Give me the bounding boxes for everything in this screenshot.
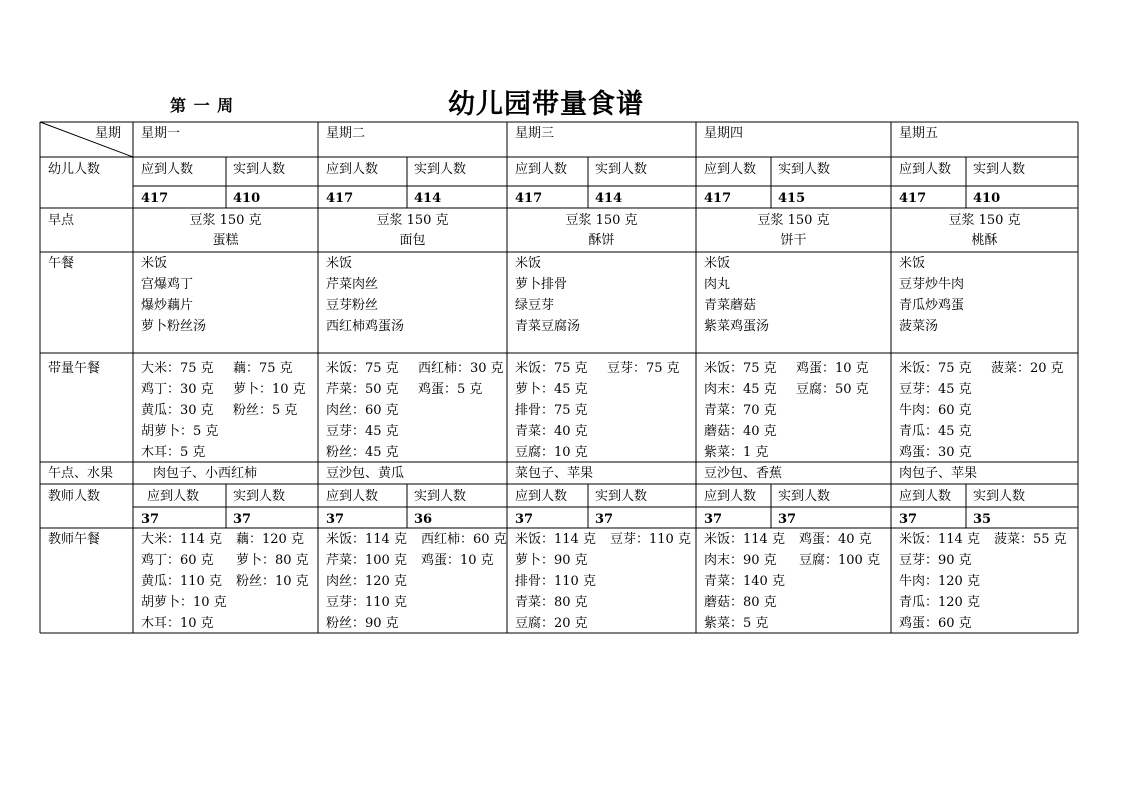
lunch-quantity-item: 蘑菇：40 克 <box>704 424 777 439</box>
lunch-quantity-item: 米饭：75 克 <box>899 361 972 376</box>
teacher-actual-value: 37 <box>778 512 797 527</box>
children-actual-value: 414 <box>414 191 442 206</box>
children-actual-header: 实到人数 <box>233 162 286 177</box>
teacher-actual-header: 实到人数 <box>973 489 1026 504</box>
lunch-quantity-item: 黄瓜：30 克 <box>141 403 214 418</box>
lunch-quantity-item: 西红柿：30 克 <box>418 361 504 376</box>
lunch-dish: 宫爆鸡丁 <box>141 277 194 292</box>
teacher-expected-header: 应到人数 <box>899 489 952 504</box>
breakfast-food: 桃酥 <box>971 233 998 248</box>
snack-item: 肉包子、小西红柿 <box>153 466 258 481</box>
lunch-dish: 绿豆芽 <box>515 298 555 313</box>
teacher-lunch-item: 米饭：114 克 <box>899 532 980 547</box>
children-expected-header: 应到人数 <box>141 162 194 177</box>
lunch-dish: 菠菜汤 <box>899 319 939 334</box>
lunch-quantity-item: 鸡蛋：10 克 <box>796 361 869 376</box>
lunch-dish: 紫菜鸡蛋汤 <box>704 319 770 334</box>
breakfast-food: 酥饼 <box>588 233 615 248</box>
lunch-dish: 豆芽粉丝 <box>326 298 379 313</box>
teacher-lunch-item: 藕：120 克 <box>236 532 304 547</box>
teacher-actual-value: 37 <box>233 512 252 527</box>
teacher-actual-value: 37 <box>595 512 614 527</box>
lunch-quantity-item: 豆腐：50 克 <box>796 382 869 397</box>
lunch-quantity-item: 豆芽：75 克 <box>607 361 680 376</box>
lunch-quantity-item: 米饭：75 克 <box>326 361 399 376</box>
children-expected-value: 417 <box>704 191 732 206</box>
teacher-actual-value: 35 <box>973 512 992 527</box>
lunch-quantity-item: 胡萝卜：5 克 <box>141 424 219 439</box>
lunch-quantity-item: 青瓜：45 克 <box>899 424 972 439</box>
children-expected-header: 应到人数 <box>704 162 757 177</box>
teacher-actual-header: 实到人数 <box>414 489 467 504</box>
row-label-teachers: 教师人数 <box>48 489 101 504</box>
lunch-dish: 芹菜肉丝 <box>326 277 379 292</box>
row-label-children: 幼儿人数 <box>48 162 101 177</box>
teacher-lunch-item: 肉丝：120 克 <box>326 574 407 589</box>
children-expected-header: 应到人数 <box>899 162 952 177</box>
lunch-dish: 青菜蘑菇 <box>704 298 757 313</box>
teacher-lunch-item: 木耳：10 克 <box>141 616 214 631</box>
teacher-expected-header: 应到人数 <box>515 489 568 504</box>
teacher-expected-value: 37 <box>899 512 918 527</box>
teacher-lunch-item: 豆芽：110 克 <box>326 595 407 610</box>
lunch-quantity-item: 排骨：75 克 <box>515 403 588 418</box>
teacher-lunch-item: 肉末：90 克 <box>704 553 777 568</box>
lunch-dish: 米饭 <box>515 256 542 271</box>
lunch-quantity-item: 粉丝：45 克 <box>326 445 399 460</box>
corner-label: 星期 <box>95 126 122 141</box>
day-header-2: 星期二 <box>326 126 366 141</box>
teacher-lunch-item: 青菜：80 克 <box>515 595 588 610</box>
teacher-lunch-item: 鸡丁：60 克 <box>141 553 214 568</box>
teacher-lunch-item: 蘑菇：80 克 <box>704 595 777 610</box>
teacher-lunch-item: 青瓜：120 克 <box>899 595 980 610</box>
snack-item: 肉包子、苹果 <box>899 466 978 481</box>
lunch-quantity-item: 菠菜：20 克 <box>991 361 1064 376</box>
lunch-dish: 米饭 <box>326 256 353 271</box>
children-actual-header: 实到人数 <box>973 162 1026 177</box>
teacher-lunch-item: 粉丝：10 克 <box>236 574 309 589</box>
children-expected-header: 应到人数 <box>515 162 568 177</box>
lunch-quantity-item: 鸡丁：30 克 <box>141 382 214 397</box>
snack-item: 菜包子、苹果 <box>515 466 594 481</box>
teacher-lunch-item: 排骨：110 克 <box>515 574 596 589</box>
teacher-expected-value: 37 <box>515 512 534 527</box>
teacher-expected-header: 应到人数 <box>704 489 757 504</box>
children-actual-value: 414 <box>595 191 623 206</box>
teacher-lunch-item: 豆腐：20 克 <box>515 616 588 631</box>
lunch-dish: 米饭 <box>899 256 926 271</box>
breakfast-drink: 豆浆 150 克 <box>757 213 830 228</box>
teacher-lunch-item: 紫菜：5 克 <box>704 616 769 631</box>
children-expected-value: 417 <box>515 191 543 206</box>
teacher-lunch-item: 芹菜：100 克 <box>326 553 407 568</box>
page-title: 幼儿园带量食谱 <box>448 89 644 120</box>
day-header-1: 星期一 <box>141 126 181 141</box>
children-expected-header: 应到人数 <box>326 162 379 177</box>
lunch-quantity-item: 肉末：45 克 <box>704 382 777 397</box>
teacher-actual-header: 实到人数 <box>233 489 286 504</box>
teacher-lunch-item: 米饭：114 克 <box>515 532 596 547</box>
teacher-expected-value: 37 <box>141 512 160 527</box>
lunch-quantity-item: 豆芽：45 克 <box>326 424 399 439</box>
lunch-quantity-item: 萝卜：45 克 <box>515 382 588 397</box>
lunch-quantity-item: 青菜：70 克 <box>704 403 777 418</box>
children-actual-value: 415 <box>778 191 806 206</box>
lunch-quantity-item: 豆芽：45 克 <box>899 382 972 397</box>
breakfast-food: 蛋糕 <box>212 233 239 248</box>
row-label-breakfast: 早点 <box>48 213 75 228</box>
lunch-quantity-item: 米饭：75 克 <box>704 361 777 376</box>
teacher-lunch-item: 黄瓜：110 克 <box>141 574 222 589</box>
teacher-lunch-item: 菠菜：55 克 <box>994 532 1067 547</box>
children-expected-value: 417 <box>141 191 169 206</box>
breakfast-drink: 豆浆 150 克 <box>948 213 1021 228</box>
teacher-actual-value: 36 <box>414 512 433 527</box>
teacher-lunch-item: 西红柿：60 克 <box>421 532 507 547</box>
lunch-dish: 米饭 <box>704 256 731 271</box>
breakfast-drink: 豆浆 150 克 <box>189 213 262 228</box>
teacher-expected-header: 应到人数 <box>326 489 379 504</box>
children-expected-value: 417 <box>326 191 354 206</box>
lunch-quantity-item: 鸡蛋：5 克 <box>418 382 483 397</box>
children-actual-header: 实到人数 <box>595 162 648 177</box>
teacher-lunch-item: 牛肉：120 克 <box>899 574 980 589</box>
lunch-quantity-item: 木耳：5 克 <box>141 445 206 460</box>
lunch-dish: 米饭 <box>141 256 168 271</box>
lunch-dish: 西红柿鸡蛋汤 <box>326 319 405 334</box>
lunch-quantity-item: 藕：75 克 <box>233 361 293 376</box>
teacher-actual-header: 实到人数 <box>778 489 831 504</box>
breakfast-food: 饼干 <box>780 233 807 248</box>
lunch-quantity-item: 芹菜：50 克 <box>326 382 399 397</box>
row-label-snack: 午点、水果 <box>48 466 114 481</box>
lunch-quantity-item: 青菜：40 克 <box>515 424 588 439</box>
snack-item: 豆沙包、黄瓜 <box>326 466 405 481</box>
snack-item: 豆沙包、香蕉 <box>704 466 783 481</box>
lunch-dish: 青瓜炒鸡蛋 <box>899 298 965 313</box>
lunch-quantity-item: 粉丝：5 克 <box>233 403 298 418</box>
day-header-5: 星期五 <box>899 126 939 141</box>
teacher-lunch-item: 米饭：114 克 <box>326 532 407 547</box>
teacher-lunch-item: 大米：114 克 <box>141 532 222 547</box>
row-label-lunch-quantity: 带量午餐 <box>48 361 101 376</box>
day-header-3: 星期三 <box>515 126 555 141</box>
lunch-dish: 肉丸 <box>704 277 731 292</box>
children-actual-value: 410 <box>233 191 261 206</box>
row-label-teacher-lunch: 教师午餐 <box>48 532 101 547</box>
lunch-quantity-item: 牛肉：60 克 <box>899 403 972 418</box>
lunch-quantity-item: 肉丝：60 克 <box>326 403 399 418</box>
lunch-quantity-item: 萝卜：10 克 <box>233 382 306 397</box>
lunch-dish: 爆炒藕片 <box>141 298 194 313</box>
teacher-expected-value: 37 <box>326 512 345 527</box>
day-header-4: 星期四 <box>704 126 744 141</box>
teacher-lunch-item: 粉丝：90 克 <box>326 616 399 631</box>
lunch-dish: 萝卜粉丝汤 <box>141 319 207 334</box>
lunch-quantity-item: 大米：75 克 <box>141 361 214 376</box>
teacher-expected-header: 应到人数 <box>147 489 200 504</box>
teacher-lunch-item: 鸡蛋：60 克 <box>899 616 972 631</box>
breakfast-drink: 豆浆 150 克 <box>376 213 449 228</box>
lunch-dish: 青菜豆腐汤 <box>515 319 581 334</box>
teacher-lunch-item: 青菜：140 克 <box>704 574 785 589</box>
teacher-lunch-item: 豆芽：110 克 <box>610 532 691 547</box>
teacher-lunch-item: 胡萝卜：10 克 <box>141 595 227 610</box>
teacher-lunch-item: 萝卜：90 克 <box>515 553 588 568</box>
lunch-dish: 豆芽炒牛肉 <box>899 277 965 292</box>
teacher-lunch-item: 鸡蛋：10 克 <box>421 553 494 568</box>
week-label: 第 一 周 <box>170 96 235 115</box>
teacher-expected-value: 37 <box>704 512 723 527</box>
children-actual-header: 实到人数 <box>778 162 831 177</box>
teacher-lunch-item: 鸡蛋：40 克 <box>799 532 872 547</box>
teacher-lunch-item: 豆腐：100 克 <box>799 553 880 568</box>
row-label-lunch: 午餐 <box>48 256 75 271</box>
breakfast-drink: 豆浆 150 克 <box>565 213 638 228</box>
teacher-actual-header: 实到人数 <box>595 489 648 504</box>
teacher-lunch-item: 米饭：114 克 <box>704 532 785 547</box>
children-actual-value: 410 <box>973 191 1001 206</box>
lunch-quantity-item: 紫菜：1 克 <box>704 445 769 460</box>
breakfast-food: 面包 <box>399 233 426 248</box>
lunch-dish: 萝卜排骨 <box>515 277 568 292</box>
lunch-quantity-item: 豆腐：10 克 <box>515 445 588 460</box>
lunch-quantity-item: 鸡蛋：30 克 <box>899 445 972 460</box>
children-actual-header: 实到人数 <box>414 162 467 177</box>
children-expected-value: 417 <box>899 191 927 206</box>
teacher-lunch-item: 豆芽：90 克 <box>899 553 972 568</box>
lunch-quantity-item: 米饭：75 克 <box>515 361 588 376</box>
teacher-lunch-item: 萝卜：80 克 <box>236 553 309 568</box>
